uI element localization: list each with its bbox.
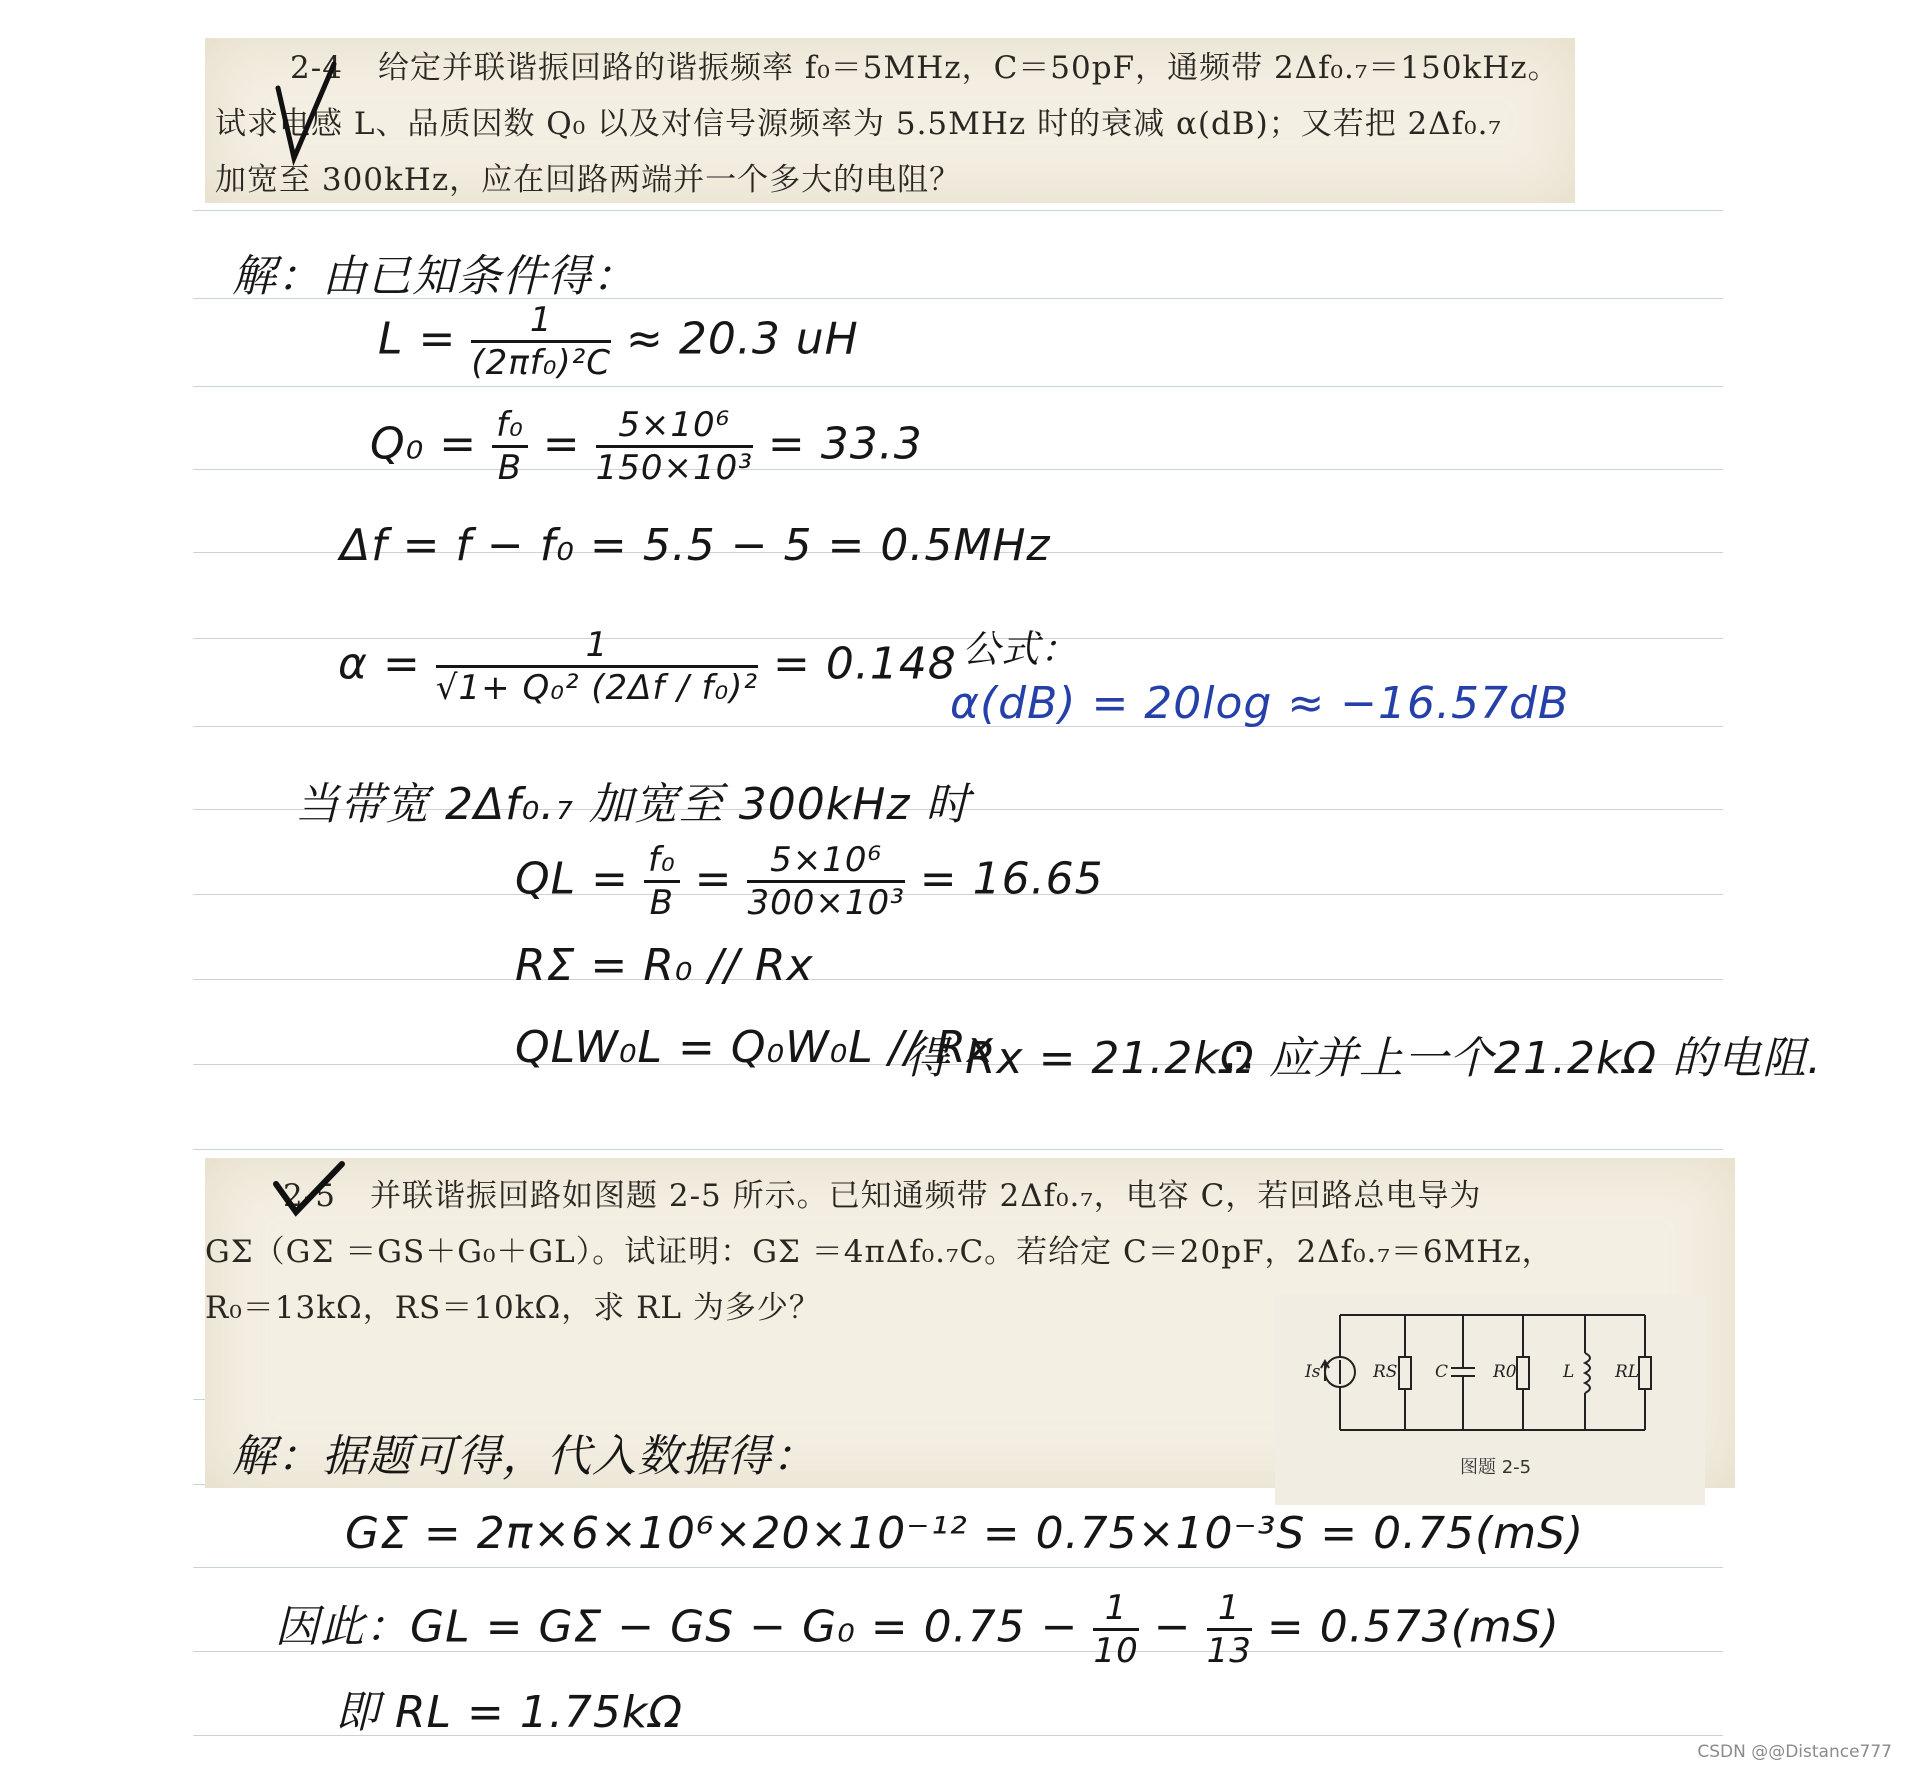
gl-prefix: 因此：GL = GΣ − GS − G₀ = 0.75 − xyxy=(275,1601,1079,1653)
ql-fraction-1-den: B xyxy=(649,883,674,923)
checkmark-icon xyxy=(270,1160,350,1220)
problem-2-4-line-1: 给定并联谐振回路的谐振频率 f₀＝5MHz，C＝50pF，通频带 2Δf₀.₇＝150kHz。 xyxy=(378,50,1560,86)
circuit-diagram xyxy=(1275,1295,1705,1505)
alpha-db-equation: α(dB) = 20log ≈ −16.57dB xyxy=(950,678,1570,729)
q0-fraction-1-den: B xyxy=(497,448,523,488)
label-c: C xyxy=(1435,1362,1449,1382)
solution-2-4-intro: 解：由已知条件得： xyxy=(232,251,637,302)
conclusion-2-4: ∴ 应并上一个21.2kΩ 的电阻. xyxy=(1225,1033,1823,1084)
inductance-numerator: 1 xyxy=(471,300,611,343)
r-sigma-equation: RΣ = R₀ // Rx xyxy=(515,940,814,991)
alpha-fraction xyxy=(436,625,758,708)
gl-equation xyxy=(275,1588,1560,1671)
g-sigma-equation: GΣ = 2π×6×10⁶×20×10⁻¹² = 0.75×10⁻³S = 0.75(mS) xyxy=(345,1508,1585,1559)
problem-2-4-line-3: 加宽至 300kHz，应在回路两端并一个多大的电阻？ xyxy=(215,162,962,198)
q0-fraction-2-den: 150×10³ xyxy=(595,448,753,488)
label-rl: RL xyxy=(1615,1362,1640,1382)
inductance-result: ≈ 20.3 uH xyxy=(625,313,859,365)
ql-equation: QL = $\frac{\text{f₀}}{B}$ = $\frac{\text{5×10⁶}}{\text{300×10³}}$ = 16.65 xyxy=(515,840,1104,923)
q0-fraction-1-num: f₀ xyxy=(492,405,528,448)
inductance-lhs: L = xyxy=(378,313,457,365)
label-is: Is xyxy=(1305,1362,1321,1382)
inductance-equation xyxy=(378,300,859,383)
gl-fraction-2-num: 1 xyxy=(1207,1588,1252,1631)
watermark: CSDN @@Distance777 xyxy=(1697,1742,1892,1762)
q0-result: = 33.3 xyxy=(767,418,923,470)
inductance-denominator: (2πf₀)²C xyxy=(471,343,611,383)
problem-2-5-line-2: GΣ（GΣ ＝GS＋G₀＋GL）。试证明：GΣ ＝4πΔf₀.₇C。若给定 C＝20pF，2Δf₀.₇＝6MHz， xyxy=(205,1234,1554,1270)
solution-2-5-intro: 解：据题可得，代入数据得： xyxy=(232,1431,817,1482)
problem-2-4-line-2: 试求电感 L、品质因数 Q₀ 以及对信号源频率为 5.5MHz 时的衰减 α(dB)；又若把 2Δf₀.₇ xyxy=(215,106,1502,142)
gl-fraction-1-den: 10 xyxy=(1093,1631,1139,1671)
ql-result: = 16.65 xyxy=(919,853,1104,905)
gl-fraction-1 xyxy=(1093,1588,1138,1671)
problem-2-4-number: 2-4 xyxy=(290,50,343,86)
ql-fraction-1-num: f₀ xyxy=(644,840,680,883)
label-rs: RS xyxy=(1373,1362,1398,1382)
inductance-fraction xyxy=(471,300,611,383)
gl-minus: − xyxy=(1153,1601,1192,1653)
gl-fraction-2-den: 13 xyxy=(1206,1631,1252,1671)
q0-equation: Q₀ = $\frac{\text{f₀}}{B}$ = $\frac{\text{5×10⁶}}{\text{150×10³}}$ = 33.3 xyxy=(370,405,923,488)
alpha-equation xyxy=(338,625,957,708)
q0-fraction-2 xyxy=(596,405,753,488)
formula-label: 公式： xyxy=(962,627,1080,671)
delta-f-equation: Δf = f − f₀ = 5.5 − 5 = 0.5MHz xyxy=(340,520,1051,571)
gl-fraction-1-num: 1 xyxy=(1093,1588,1138,1631)
alpha-result: = 0.148 xyxy=(772,638,957,690)
figure-caption: 图题 2-5 xyxy=(1460,1457,1532,1478)
label-r0: R0 xyxy=(1493,1362,1517,1382)
ql-fraction-2 xyxy=(747,840,904,923)
alpha-numerator: 1 xyxy=(436,625,758,668)
gl-fraction-2 xyxy=(1207,1588,1252,1671)
ql-fraction-2-num: 5×10⁶ xyxy=(747,840,904,883)
q0-lhs: Q₀ = xyxy=(370,418,478,470)
alpha-lhs: α = xyxy=(338,638,421,690)
label-l: L xyxy=(1563,1362,1575,1382)
ql-fraction-1 xyxy=(644,840,680,923)
widen-condition: 当带宽 2Δf₀.₇ 加宽至 300kHz 时 xyxy=(295,779,971,830)
ql-fraction-2-den: 300×10³ xyxy=(747,883,905,923)
ql-w-equation: QLW₀L = Q₀W₀L // Rx xyxy=(515,1022,995,1073)
q0-fraction-1 xyxy=(492,405,528,488)
problem-2-5-line-3: R₀＝13kΩ，RS＝10kΩ，求 RL 为多少？ xyxy=(205,1290,821,1326)
rl-result: 即 RL = 1.75kΩ xyxy=(335,1687,683,1738)
problem-2-5-line-1: 并联谐振回路如图题 2-5 所示。已知通频带 2Δf₀.₇，电容 C，若回路总电导为 xyxy=(370,1178,1482,1214)
ql-lhs: QL = xyxy=(515,853,629,905)
gl-result: = 0.573(mS) xyxy=(1266,1601,1560,1653)
checkmark-icon xyxy=(272,58,342,168)
rx-result: 得 Rx = 21.2kΩ xyxy=(905,1033,1255,1084)
alpha-denominator: √1+ Q₀² (2Δf / f₀)² xyxy=(435,668,758,708)
q0-fraction-2-num: 5×10⁶ xyxy=(596,405,753,448)
problem-2-5-number: 2-5 xyxy=(283,1178,336,1214)
